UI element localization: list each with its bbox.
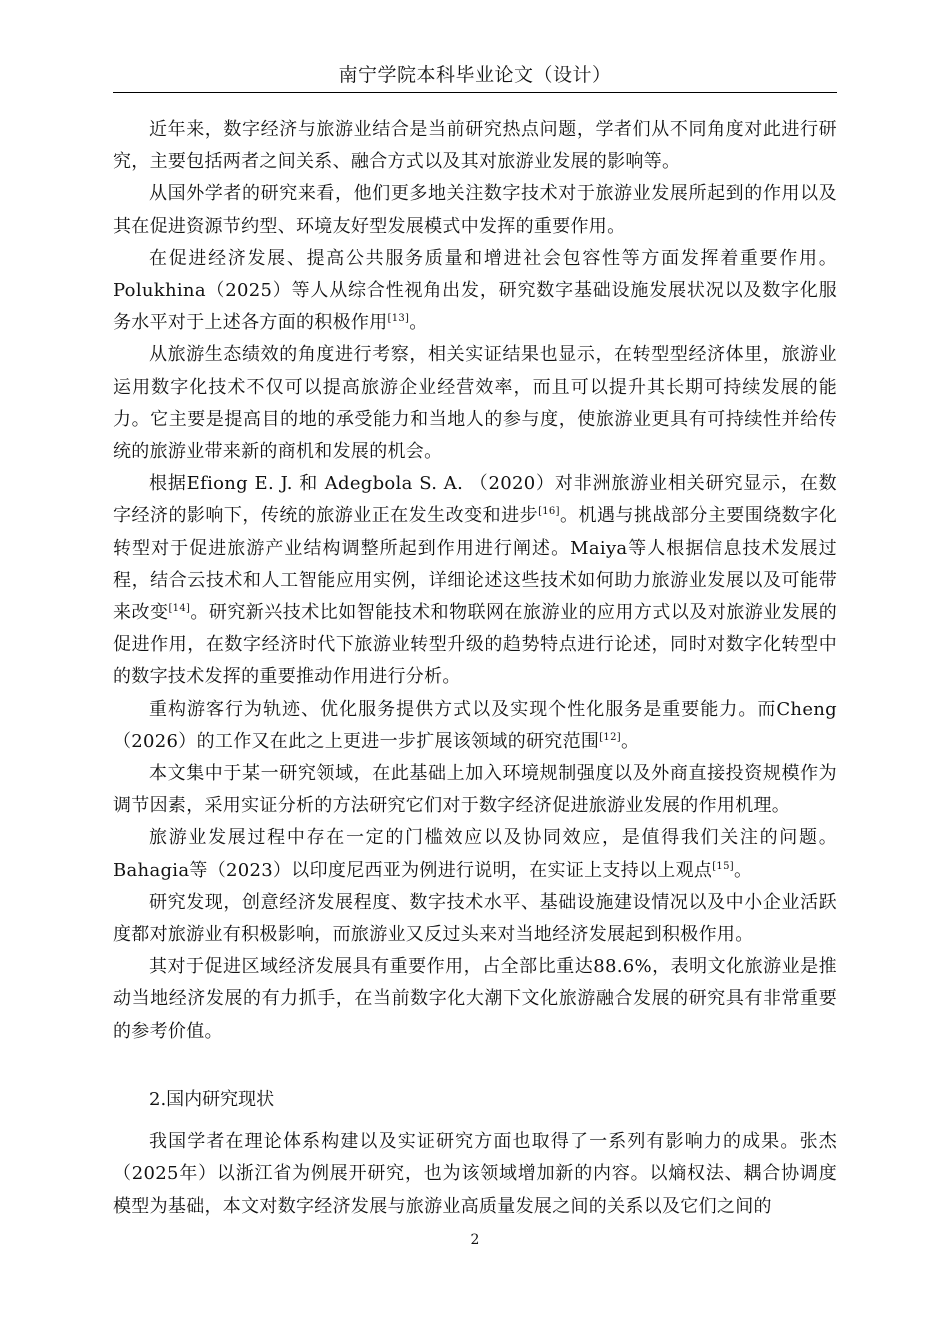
citation-14: [14] [168,603,191,615]
document-body [113,114,837,1223]
paragraph-10: 其对于促进区域经济发展具有重要作用，占全部比重达88.6%，表明文化旅游业是推动当地经济发展的有力抓手，在当前数字化大潮下文化旅游融合发展的研究具有非常重要的参考价值。 [113,956,837,1042]
paragraph-2: 从国外学者的研究来看，他们更多地关注数字技术对于旅游业发展所起到的作用以及其在促进资源节约型、环境友好型发展模式中发挥的重要作用。 [113,183,837,237]
section-paragraph-1: 我国学者在理论体系构建以及实证研究方面也取得了一系列有影响力的成果。张杰（2025年）以浙江省为例展开研究，也为该领域增加新的内容。以熵权法、耦合协调度模型为基础，本文对数字经济发展与旅游业高质量发展之间的关系以及它们之间的 [113,1131,837,1217]
paragraph-9: 研究发现，创意经济发展程度、数字技术水平、基础设施建设情况以及中小企业活跃度都对旅游业有积极影响，而旅游业又反过头来对当地经济发展起到积极作用。 [113,891,837,946]
paragraph-6: 重构游客行为轨迹、优化服务提供方式以及实现个性化服务是重要能力。而Cheng（2026）的工作又在此之上更进一步扩展该领域的研究范围[12]。 [113,698,837,752]
page-number: 2 [470,1232,480,1248]
citation-16: [16] [538,506,560,518]
paragraph-1: 近年来，数字经济与旅游业结合是当前研究热点问题，学者们从不同角度对此进行研究，主要包括两者之间关系、融合方式以及其对旅游业发展的影响等。 [113,119,837,173]
section-heading: 2.国内研究现状 [149,1088,275,1110]
paragraph-8: 旅游业发展过程中存在一定的门槛效应以及协同效应，是值得我们关注的问题。Bahagia等（2023）以印度尼西亚为例进行说明，在实证上支持以上观点[15]。 [113,827,837,881]
citation-15: [15] [712,860,734,872]
header-divider [113,92,837,93]
running-header: 南宁学院本科毕业论文（设计） [338,64,612,86]
citation-12: [12] [599,731,621,743]
citation-13: [13] [387,313,410,325]
paragraph-5: 根据Efiong E. J. 和 Adegbola S. A. （2020）对非洲旅游业相关研究显示，在数字经济的影响下，传统的旅游业正在发生改变和进步[16]。机遇与挑战部分主要围绕数字化转型对于促进旅游产业结构调整所起到作用进行阐述。Maiya等人根据信息技术发展过程，结合云技术和人工智能应用实例，详细论述这些技术如何助力旅游业发展以及可能带来改变[14]。研究新兴技术比如智能技术和物联网在旅游业的应用方式以及对旅游业发展的促进作用，在数字经济时代下旅游业转型升级的趋势特点进行论述，同时对数字化转型中的数字技术发挥的重要推动作用进行分析。 [113,473,838,688]
paragraph-3: 在促进经济发展、提高公共服务质量和增进社会包容性等方面发挥着重要作用。Polukhina（2025）等人从综合性视角出发，研究数字基础设施发展状况以及数字化服务水平对于上述各方面的积极作用[13]。 [113,247,837,334]
paragraph-7: 本文集中于某一研究领域，在此基础上加入环境规制强度以及外商直接投资规模作为调节因素，采用实证分析的方法研究它们对于数字经济促进旅游业发展的作用机理。 [113,763,837,817]
paragraph-4: 从旅游生态绩效的角度进行考察，相关实证结果也显示，在转型型经济体里，旅游业运用数字化技术不仅可以提高旅游企业经营效率，而且可以提升其长期可持续发展的能力。它主要是提高目的地的承受能力和当地人的参与度，使旅游业更具有可持续性并给传统的旅游业带来新的商机和发展的机会。 [113,344,837,463]
